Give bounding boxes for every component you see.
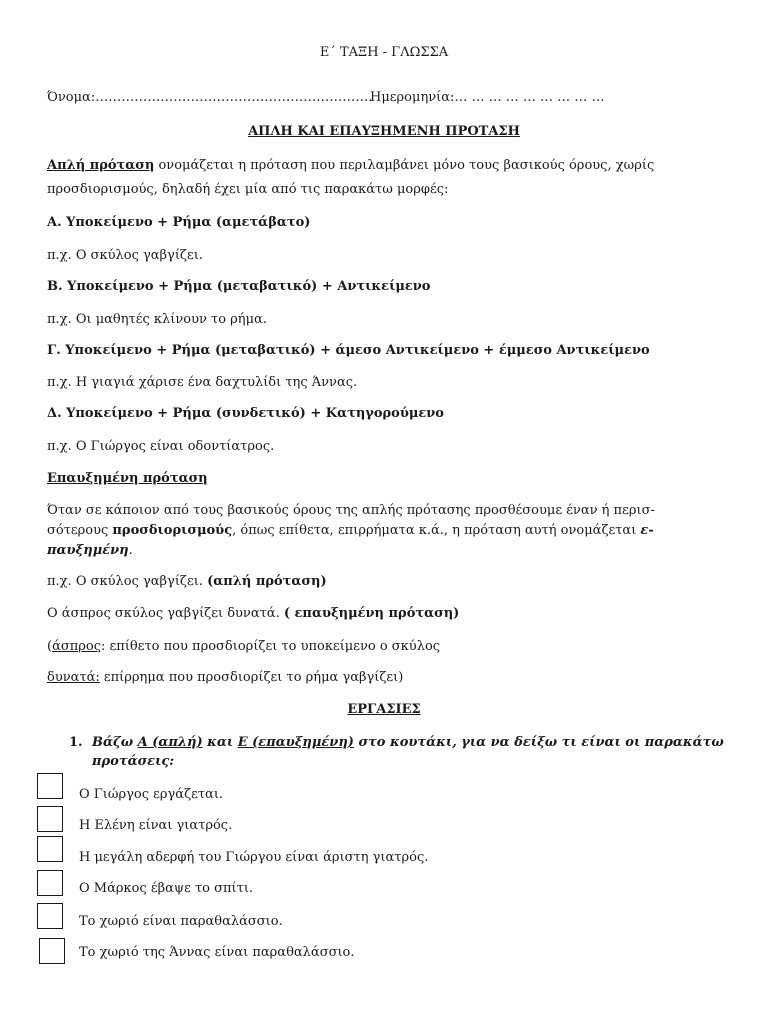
simple-def-text: ονομάζεται η πρόταση που περιλαμβάνει μόνο τους βασικούς όρους, χωρίς <box>154 158 655 173</box>
form-a-pattern: Α. Υποκείμενο + Ρήμα (αμετάβατο) <box>47 215 311 230</box>
answer-box-4[interactable] <box>37 870 63 896</box>
form-d-example: π.χ. Ο Γιώργος είναι οδοντίατρος. <box>47 439 275 454</box>
example1-tag: (απλή πρόταση) <box>207 574 327 589</box>
extended-definition-line1: Όταν σε κάποιον από τους βασικούς όρους της απλής πρότασης προσθέσουμε έναν ή περισ- <box>47 503 655 518</box>
instruction-part3: στο κουτάκι, για να δείξω τι είναι οι παρακάτω <box>353 735 724 750</box>
simple-term: Απλή πρόταση <box>47 158 155 173</box>
answer-box-6[interactable] <box>39 938 65 964</box>
note1-rest: : επίθετο που προσδιορίζει το υποκείμενο ο σκύλος <box>101 639 441 654</box>
extended-example1 <box>47 573 327 591</box>
form-c-example: π.χ. Η γιαγιά χάρισε ένα δαχτυλίδι της Άννας. <box>47 375 358 390</box>
note2-word: δυνατά: <box>47 670 100 685</box>
exercise-sentence-1: Ο Γιώργος εργάζεται. <box>79 787 224 802</box>
extended-term: Επαυξημένη πρόταση <box>47 471 208 486</box>
exercise-sentence-5: Το χωριό είναι παραθαλάσσιο. <box>79 914 283 929</box>
option-e-label: Ε (επαυξημένη) <box>237 735 354 750</box>
exercise-sentence-2: Η Ελένη είναι γιατρός. <box>79 818 233 833</box>
extended-def-term-start: ε- <box>640 523 654 538</box>
exercises-title: ΕΡΓΑΣΙΕΣ <box>347 702 421 717</box>
example2-text: Ο άσπρος σκύλος γαβγίζει δυνατά. <box>47 606 284 621</box>
page-title: Ε΄ ΤΑΞΗ - ΓΛΩΣΣΑ <box>319 45 449 60</box>
example2-tag: ( επαυξημένη πρόταση) <box>283 606 460 621</box>
extended-example2 <box>47 605 459 623</box>
note2-rest: επίρρημα που προσδιορίζει το ρήμα γαβγίζει) <box>99 670 404 685</box>
note1-open-paren: ( <box>47 639 53 654</box>
form-d-pattern: Δ. Υποκείμενο + Ρήμα (συνδετικό) + Κατηγορούμενο <box>47 406 444 421</box>
date-field-label: Ημερομηνία:… … … … … … … … … <box>370 90 605 105</box>
exercise-sentence-6: Το χωριό της Άννας είναι παραθαλάσσιο. <box>79 945 355 960</box>
note-line1 <box>47 638 440 656</box>
extended-def-period: . <box>128 543 133 558</box>
exercise-sentence-4: Ο Μάρκος έβαψε το σπίτι. <box>79 881 254 896</box>
simple-definition-line1 <box>47 157 654 175</box>
answer-box-1[interactable] <box>37 773 63 799</box>
name-field-label: Όνομα:………………………………………………………. <box>47 90 373 105</box>
option-a-label: Α (απλή) <box>137 735 203 750</box>
note-line2 <box>47 669 403 687</box>
form-a-example: π.χ. Ο σκύλος γαβγίζει. <box>47 248 203 263</box>
exercise1-number: 1. <box>69 735 83 750</box>
section-title: ΑΠΛΗ ΚΑΙ ΕΠΑΥΞΗΜΕΝΗ ΠΡΟΤΑΣΗ <box>248 124 520 139</box>
form-b-pattern: Β. Υποκείμενο + Ρήμα (μεταβατικό) + Αντικείμενο <box>47 279 431 294</box>
instruction-part2: και <box>202 735 238 750</box>
example1-text: π.χ. Ο σκύλος γαβγίζει. <box>47 574 208 589</box>
extended-definition-line3 <box>47 542 133 560</box>
form-c-pattern: Γ. Υποκείμενο + Ρήμα (μεταβατικό) + άμεσο Αντικείμενο + έμμεσο Αντικείμενο <box>47 343 650 358</box>
extended-def-pre: σότερους <box>47 523 113 538</box>
extended-def-post: , όπως επίθετα, επιρρήματα κ.ά., η πρόταση αυτή ονομάζεται <box>232 523 641 538</box>
exercise1-instruction-line2: προτάσεις: <box>92 754 175 769</box>
instruction-part1: Βάζω <box>92 735 138 750</box>
answer-box-2[interactable] <box>37 806 63 832</box>
answer-box-5[interactable] <box>37 903 63 929</box>
answer-box-3[interactable] <box>37 836 63 862</box>
exercise1-instruction-line1 <box>92 734 724 752</box>
simple-definition-line2: προσδιορισμούς, δηλαδή έχει μία από τις παρακάτω μορφές: <box>47 182 449 197</box>
exercise-sentence-3: Η μεγάλη αδερφή του Γιώργου είναι άριστη γιατρός. <box>79 850 429 865</box>
extended-def-bold: προσδιορισμούς <box>112 523 233 538</box>
extended-def-term-end: παυξημένη <box>47 543 129 558</box>
extended-definition-line2 <box>47 522 654 540</box>
form-b-example: π.χ. Οι μαθητές κλίνουν το ρήμα. <box>47 312 267 327</box>
note1-word: άσπρος <box>52 639 102 654</box>
